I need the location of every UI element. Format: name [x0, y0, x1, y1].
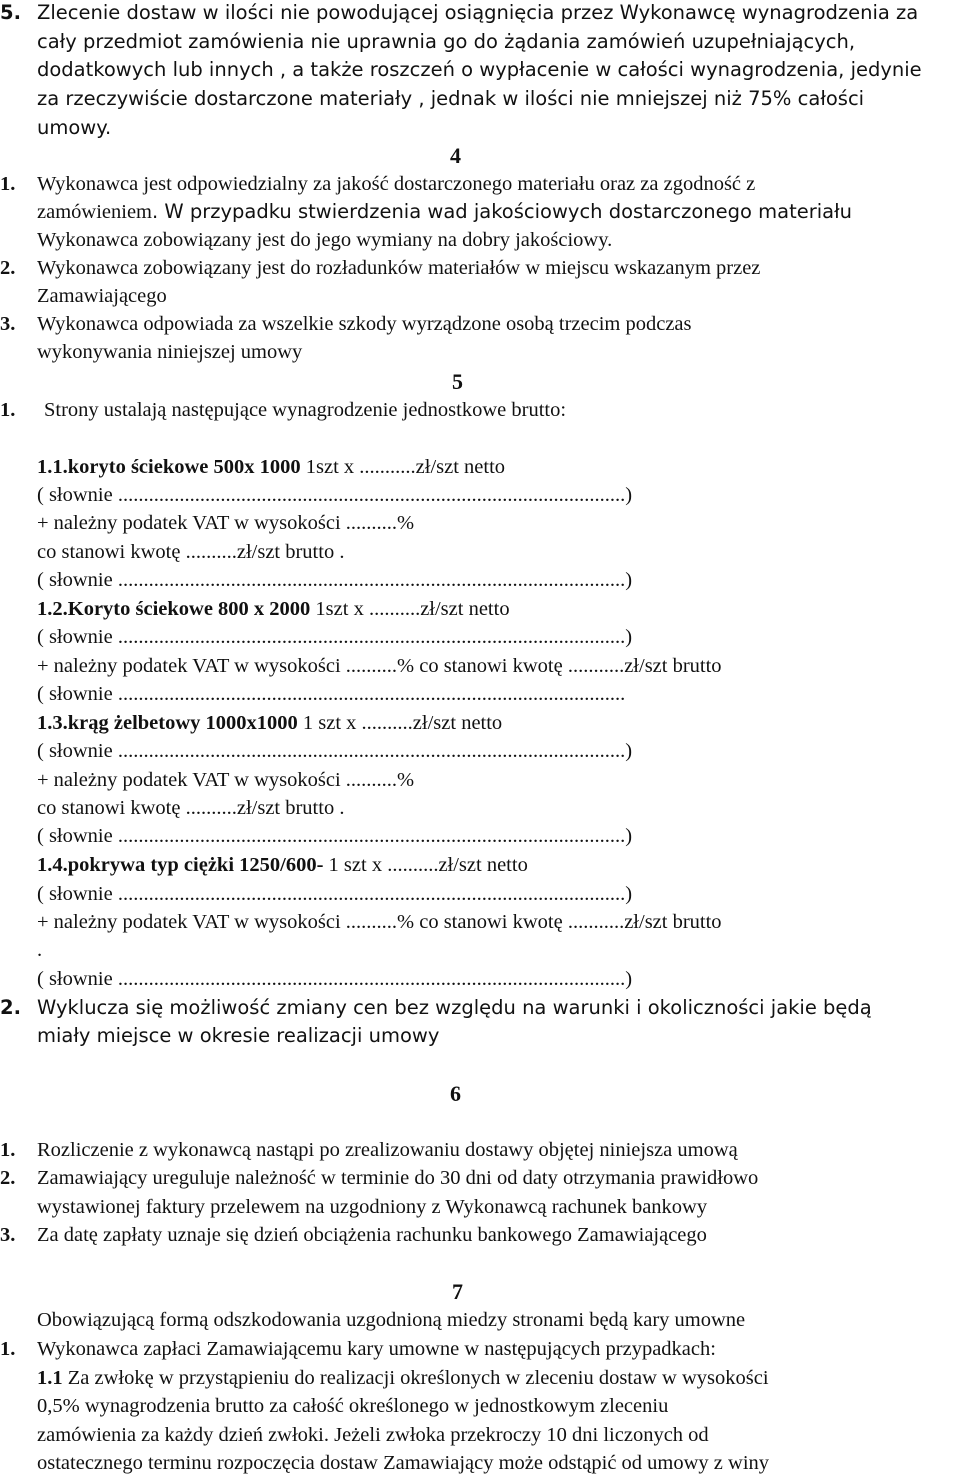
words-line: ( słownie ...................................................................................................) — [37, 883, 633, 905]
paragraph-line: ostatecznego terminu rozpoczęcia dostaw Zamawiający może odstąpić od umowy z winy — [37, 1452, 770, 1474]
paragraph-line: Wykonawca zobowiązany jest do rozładunków materiałów w miejscu wskazanym przez — [37, 257, 761, 279]
item-title: 1.3.krąg żelbetowy 1000x1000 — [37, 712, 298, 734]
paragraph-number: 1. — [0, 173, 16, 195]
item-title-line — [37, 595, 510, 623]
item-title-line — [37, 851, 528, 879]
paragraph-line: umowy. — [37, 116, 112, 139]
subparagraph-number: 1.1 — [37, 1367, 63, 1389]
paragraph-line: Zamawiającego — [37, 285, 167, 307]
words-line: ( słownie ...................................................................................................) — [37, 825, 633, 847]
item-title: 1.4.pokrywa typ ciężki 1250/600- — [37, 854, 324, 876]
continuation-dot: . — [37, 939, 43, 961]
paragraph-line: za rzeczywiście dostarczone materiały , jednak w ilości nie mniejszej niż 75% całości — [37, 87, 865, 110]
section-intro: Obowiązującą formą odszkodowania uzgodnioną miedzy stronami będą kary umowne — [37, 1309, 746, 1331]
item-title-line — [37, 709, 502, 737]
paragraph-text: Za zwłokę w przystąpieniu do realizacji określonych w zleceniu dostaw w wysokości — [62, 1367, 769, 1389]
paragraph-line: Wyklucza się możliwość zmiany cen bez względu na warunki i okoliczności jakie będą — [37, 996, 872, 1019]
paragraph-line: dodatkowych lub innych , a także roszczeń o wypłacenie w całości wynagrodzenia, jedynie — [37, 58, 922, 81]
gross-line: co stanowi kwotę ..........zł/szt brutto . — [37, 797, 345, 819]
paragraph-number: 1. — [0, 1139, 16, 1161]
paragraph-line: zamówienia za każdy dzień zwłoki. Jeżeli zwłoka przekroczy 10 dni liczonych od — [37, 1424, 709, 1446]
section-heading: 6 — [450, 1081, 461, 1106]
words-line: ( słownie ...................................................................................................) — [37, 968, 633, 990]
words-line: ( słownie ...................................................................................................) — [37, 626, 633, 648]
paragraph-line: Strony ustalają następujące wynagrodzenie jednostkowe brutto: — [44, 399, 567, 421]
paragraph-line — [37, 1364, 769, 1392]
paragraph-line: cały przedmiot zamówienia nie uprawnia go do żądania zamówień uzupełniających, — [37, 30, 856, 53]
item-price-net: 1szt x ..........zł/szt netto — [310, 598, 510, 620]
paragraph-line: Zamawiający ureguluje należność w terminie do 30 dni od daty otrzymania prawidłowo — [37, 1167, 759, 1189]
section-heading: 4 — [450, 143, 461, 168]
section-heading: 7 — [452, 1279, 463, 1304]
paragraph-line: Rozliczenie z wykonawcą nastąpi po zrealizowaniu dostawy objętej niniejsza umową — [37, 1139, 738, 1161]
vat-line: + należny podatek VAT w wysokości ..........% — [37, 512, 415, 534]
words-line: ( słownie ...................................................................................................) — [37, 569, 633, 591]
paragraph-number: 3. — [0, 313, 16, 335]
paragraph-text: . W przypadku stwierdzenia wad jakościowych dostarczonego materiału — [151, 200, 853, 223]
paragraph-line: miały miejsce w okresie realizacji umowy — [37, 1024, 440, 1047]
paragraph-line: Wykonawca zapłaci Zamawiającemu kary umowne w następujących przypadkach: — [37, 1338, 716, 1360]
paragraph-number: 1. — [0, 399, 16, 421]
paragraph-line — [37, 198, 852, 226]
vat-line: + należny podatek VAT w wysokości ..........% — [37, 769, 415, 791]
item-price-net: 1 szt x ..........zł/szt netto — [323, 854, 528, 876]
paragraph-line: Wykonawca jest odpowiedzialny za jakość dostarczonego materiału oraz za zgodność z — [37, 173, 756, 195]
words-line: ( słownie ...................................................................................................) — [37, 484, 633, 506]
gross-line: co stanowi kwotę ..........zł/szt brutto . — [37, 541, 345, 563]
paragraph-number: 2. — [0, 1167, 16, 1189]
item-title-line — [37, 453, 505, 481]
item-title: 1.2.Koryto ściekowe 800 x 2000 — [37, 598, 311, 620]
item-price-net: 1 szt x ..........zł/szt netto — [297, 712, 503, 734]
paragraph-number: 2. — [0, 257, 16, 279]
paragraph-line: Za datę zapłaty uznaje się dzień obciążenia rachunku bankowego Zamawiającego — [37, 1224, 707, 1246]
paragraph-number: 3. — [0, 1224, 16, 1246]
paragraph-number: 1. — [0, 1338, 16, 1360]
vat-line: + należny podatek VAT w wysokości ..........% co stanowi kwotę ...........zł/szt brutto — [37, 655, 722, 677]
paragraph-line: Zlecenie dostaw w ilości nie powodującej osiągnięcia przez Wykonawcę wynagrodzenia za — [37, 1, 919, 24]
paragraph-number: 2. — [0, 996, 21, 1019]
words-line: ( słownie ...................................................................................................) — [37, 740, 633, 762]
paragraph-line: wystawionej faktury przelewem na uzgodniony z Wykonawcą rachunek bankowy — [37, 1196, 708, 1218]
vat-line: + należny podatek VAT w wysokości ..........% co stanowi kwotę ...........zł/szt brutto — [37, 911, 722, 933]
paragraph-line: wykonywania niniejszej umowy — [37, 341, 303, 363]
paragraph-text: zamówieniem — [37, 201, 152, 223]
item-title: 1.1.koryto ściekowe 500x 1000 — [37, 456, 301, 478]
paragraph-line: Wykonawca zobowiązany jest do jego wymiany na dobry jakościowy. — [37, 229, 613, 251]
section-heading: 5 — [452, 369, 463, 394]
item-price-net: 1szt x ...........zł/szt netto — [300, 456, 506, 478]
paragraph-line: Wykonawca odpowiada za wszelkie szkody wyrządzone osobą trzecim podczas — [37, 313, 692, 335]
paragraph-line: 0,5% wynagrodzenia brutto za całość określonego w jednostkowym zleceniu — [37, 1395, 669, 1417]
paragraph-number: 5. — [0, 1, 21, 24]
words-line: ( słownie ................................................................................................... — [37, 683, 626, 705]
